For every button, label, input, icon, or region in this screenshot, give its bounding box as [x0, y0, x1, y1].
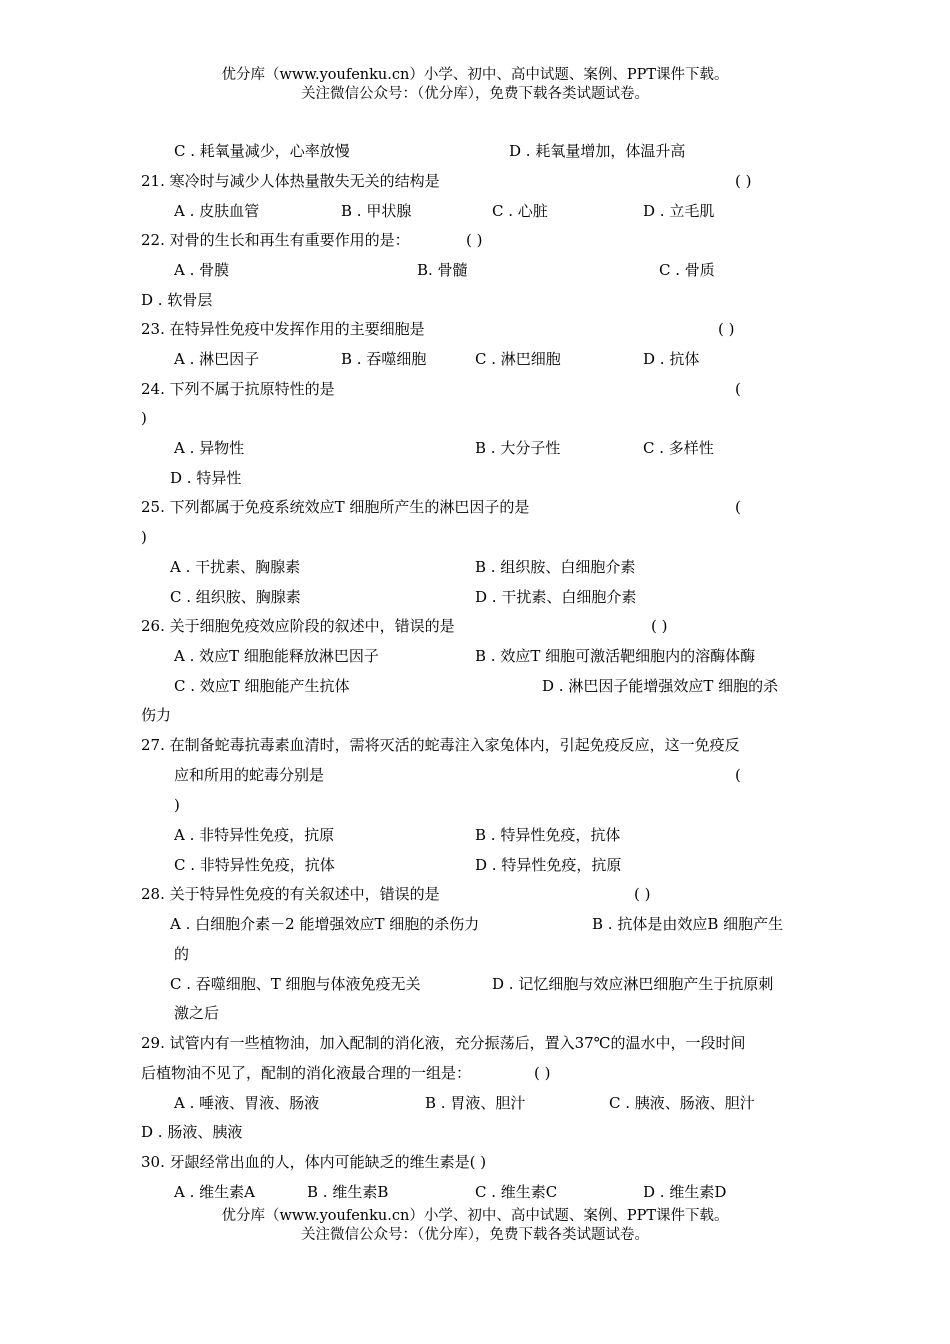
q30-stem: 30. 牙龈经常出血的人，体内可能缺乏的维生素是( )	[141, 1153, 487, 1171]
q28-option-b: B . 抗体是由效应B 细胞产生	[592, 915, 784, 933]
q21-option-b: B . 甲状腺	[341, 202, 412, 220]
page-header	[0, 66, 950, 104]
q24-option-a: A . 异物性	[174, 439, 245, 457]
q29-option-d: D . 肠液、胰液	[141, 1123, 243, 1141]
q23-option-d: D . 抗体	[643, 350, 700, 368]
q28-answer-paren: ( )	[634, 885, 651, 903]
q28-option-d: D . 记忆细胞与效应淋巴细胞产生于抗原刺	[492, 975, 774, 993]
q30-option-b: B . 维生素B	[307, 1183, 389, 1201]
q23-option-b: B . 吞噬细胞	[341, 350, 427, 368]
q24-option-c: C . 多样性	[643, 439, 714, 457]
q26-option-d-continued: 伤力	[141, 706, 172, 724]
q24-option-d: D . 特异性	[170, 469, 242, 487]
page-footer	[0, 1207, 950, 1245]
q21-stem: 21. 寒冷时与减少人体热量散失无关的结构是	[141, 172, 440, 190]
q29-stem-line-2: 后植物油不见了，配制的消化液最合理的一组是：	[141, 1064, 472, 1082]
q25-option-a: A . 干扰素、胸腺素	[170, 558, 301, 576]
footer-line-2: 关注微信公众号：（优分库），免费下载各类试题试卷。	[301, 1227, 649, 1243]
q25-option-b: B . 组织胺、白细胞介素	[475, 558, 636, 576]
q27-option-d: D . 特异性免疫，抗原	[475, 856, 622, 874]
q21-option-d: D . 立毛肌	[643, 202, 715, 220]
q22-stem: 22. 对骨的生长和再生有重要作用的是：	[141, 231, 410, 249]
q25-option-c: C . 组织胺、胸腺素	[170, 588, 301, 606]
q26-answer-paren: ( )	[651, 617, 668, 635]
q22-option-c: C . 骨质	[659, 261, 715, 279]
q27-option-b: B . 特异性免疫，抗体	[475, 826, 621, 844]
q23-stem: 23. 在特异性免疫中发挥作用的主要细胞是	[141, 320, 425, 338]
q29-stem-line-1: 29. 试管内有一些植物油，加入配制的消化液，充分振荡后，置入37℃的温水中，一段时间	[141, 1034, 746, 1052]
q27-option-a: A . 非特异性免疫，抗原	[174, 826, 335, 844]
q22-option-d: D . 软骨层	[141, 291, 213, 309]
q28-option-c: C . 吞噬细胞、T 细胞与体液免疫无关	[170, 975, 421, 993]
q26-option-d: D . 淋巴因子能增强效应T 细胞的杀	[542, 677, 779, 695]
q23-answer-paren: ( )	[718, 320, 735, 338]
q29-option-c: C . 胰液、肠液、胆汁	[609, 1094, 755, 1112]
q25-option-d: D . 干扰素、白细胞介素	[475, 588, 637, 606]
q21-answer-paren: ( )	[735, 172, 752, 190]
q24-paren-close: )	[141, 409, 147, 427]
q29-answer-paren: ( )	[534, 1064, 551, 1082]
footer-line-1: 优分库（www.youfenku.cn）小学、初中、高中试题、案例、PPT课件下载。	[221, 1208, 729, 1224]
q25-paren-close: )	[141, 528, 147, 546]
q30-option-c: C . 维生素C	[475, 1183, 558, 1201]
q28-option-b-continued: 的	[174, 945, 190, 963]
q28-option-a: A . 白细胞介素－2 能增强效应T 细胞的杀伤力	[170, 915, 480, 933]
q27-stem-line-1: 27. 在制备蛇毒抗毒素血清时，需将灭活的蛇毒注入家兔体内，引起免疫反应，这一免疫反	[141, 736, 740, 754]
q27-stem-line-2: 应和所用的蛇毒分别是	[174, 766, 325, 784]
q29-option-b: B . 胃液、胆汁	[425, 1094, 526, 1112]
q21-option-c: C . 心脏	[492, 202, 548, 220]
q23-option-a: A . 淋巴因子	[174, 350, 260, 368]
q20-option-c: C . 耗氧量减少，心率放慢	[174, 142, 350, 160]
header-line-2: 关注微信公众号：（优分库），免费下载各类试题试卷。	[301, 86, 649, 102]
q27-option-c: C . 非特异性免疫，抗体	[174, 856, 335, 874]
q24-stem: 24. 下列不属于抗原特性的是	[141, 380, 335, 398]
q28-option-d-continued: 激之后	[174, 1004, 220, 1022]
q30-option-a: A . 维生素A	[174, 1183, 255, 1201]
q24-option-b: B . 大分子性	[475, 439, 561, 457]
header-line-1: 优分库（www.youfenku.cn）小学、初中、高中试题、案例、PPT课件下载。	[221, 67, 729, 83]
q21-option-a: A . 皮肤血管	[174, 202, 260, 220]
q23-option-c: C . 淋巴细胞	[475, 350, 561, 368]
q26-option-b: B . 效应T 细胞可激活靶细胞内的溶酶体酶	[475, 647, 756, 665]
q27-paren-close: )	[174, 796, 180, 814]
q22-option-a: A . 骨膜	[174, 261, 230, 279]
q26-option-a: A . 效应T 细胞能释放淋巴因子	[174, 647, 379, 665]
q26-option-c: C . 效应T 细胞能产生抗体	[174, 677, 350, 695]
q26-stem: 26. 关于细胞免疫效应阶段的叙述中，错误的是	[141, 617, 455, 635]
q25-paren-open: (	[735, 498, 741, 516]
q22-answer-paren: ( )	[466, 231, 483, 249]
q30-option-d: D . 维生素D	[643, 1183, 727, 1201]
q24-paren-open: (	[735, 380, 741, 398]
q29-option-a: A . 唾液、胃液、肠液	[174, 1094, 320, 1112]
q20-option-d: D . 耗氧量增加，体温升高	[509, 142, 686, 160]
q22-option-b: B. 骨髓	[417, 261, 468, 279]
q25-stem: 25. 下列都属于免疫系统效应T 细胞所产生的淋巴因子的是	[141, 498, 530, 516]
q28-stem: 28. 关于特异性免疫的有关叙述中，错误的是	[141, 885, 440, 903]
q27-paren-open: (	[735, 766, 741, 784]
